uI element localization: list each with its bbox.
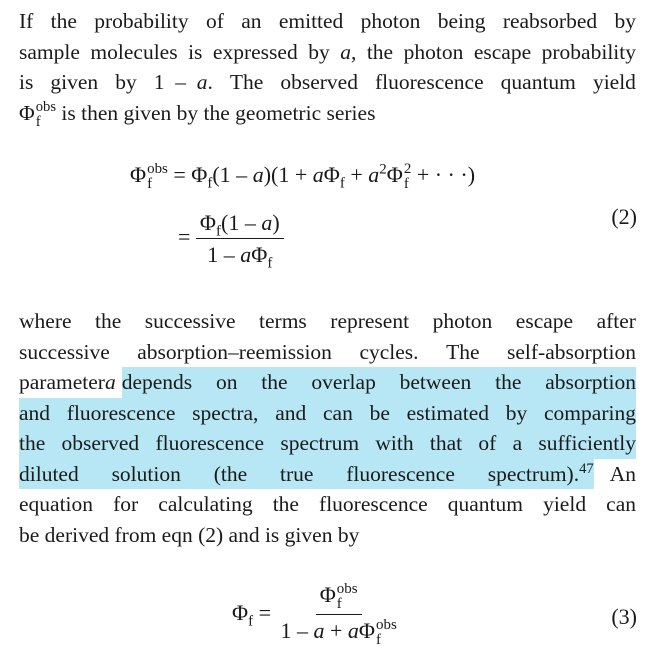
text-line: successive absorption–reemission cycles. The self-absorption: [19, 339, 636, 364]
text-line: is given by 1 – a. The observed fluorescence quantum yield: [19, 70, 636, 94]
highlighted-line: and fluorescence spectra, and can be estimated by comparing: [19, 398, 636, 429]
highlighted-line: the observed fluorescence spectrum with that of a sufficiently: [19, 428, 636, 459]
text-line: be derived from eqn (2) and is given by: [19, 522, 360, 547]
paragraph-intro: [19, 6, 636, 128]
equation-3: $\Phi_f$ = Φ obs f 1 – a + aΦ obs f: [232, 582, 401, 648]
paragraph-self-absorption: [19, 306, 636, 550]
text-line: If the probability of an emitted photon being reabsorbed by: [19, 9, 636, 33]
text-line: where the successive terms represent photon escape after: [19, 309, 636, 333]
text-line: Φ obs f is then given by the geometric series: [19, 98, 376, 130]
highlighted-text: diluted solution (the true fluorescence spectrum).$^{47}$: [19, 459, 594, 490]
equation-2-line1: Φ obs f = $\Phi_f(1 - a)(1 + a\Phi_f + a^2\Phi$ 2 f + · · ·): [130, 161, 476, 192]
fraction: Φ obs f 1 – a + aΦ obs f: [280, 581, 397, 648]
fraction: $\frac{\Phi_f(1 - a)}{1 - a\Phi_f}$: [196, 210, 284, 268]
equation-number: (2): [611, 204, 637, 229]
text-line: diluted solution (the true fluorescence spectrum).$^{47}$ An: [19, 459, 636, 490]
text-line: sample molecules is expressed by a, the photon escape probability: [19, 39, 636, 64]
equation-2-line2: = $\frac{\Phi_f(1 - a)}{1 - a\Phi_f}$: [178, 210, 284, 268]
highlighted-text: depends on the overlap between the absorption: [122, 367, 636, 398]
citation-ref: 47: [579, 460, 594, 477]
text-line: equation for calculating the fluorescence quantum yield can: [19, 492, 636, 516]
equation-number: (3): [611, 604, 637, 629]
text-line: parameter a depends on the overlap between the absorption: [19, 367, 636, 398]
